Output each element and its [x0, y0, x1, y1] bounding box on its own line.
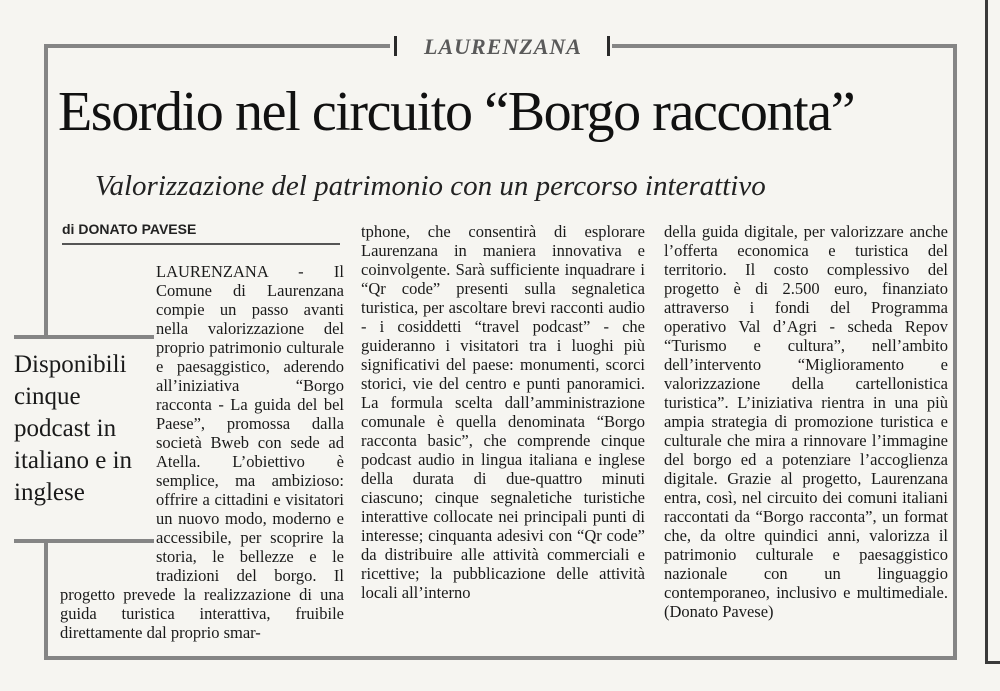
- pull-quote: Disponibili cinque podcast in italiano e in inglese: [14, 351, 133, 506]
- article-column-2: tphone, che consentirà di esplorare Laurenzana in maniera innovativa e coinvolgente. Sarà sufficiente inquadrare i “Qr code” presenti sulla segnaletica turistica, per ascoltare brevi racconti audio - i cosiddetti “travel podcast” - che guideranno i visitatori tra i luoghi più significativi del paese: monumenti, scorci storici, vie del centro e punti panoramici. La formula scelta dall’amministrazione comunale è quella denominata “Borgo racconta basic”, che comprende cinque podcast audio in lingua italiana e inglese della durata di due-quattro minuti ciascuno; cinque segnaletiche turistiche interattive collocate nei principali punti di interesse; cinquanta adesivi con “Qr code” da distribuire alle attività commerciali e ricettive; la pubblicazione delle attività locali all’interno: [361, 222, 645, 602]
- frame-rule-bottom: [44, 656, 957, 660]
- subheadline: Valorizzazione del patrimonio con un percorso interattivo: [95, 170, 766, 202]
- pull-quote-box: [14, 335, 154, 543]
- frame-rule-top-left: [44, 44, 390, 48]
- byline: di DONATO PAVESE: [62, 221, 340, 245]
- frame-rule-right: [953, 44, 957, 660]
- frame-rule-top-right: [612, 44, 957, 48]
- headline: Esordio nel circuito “Borgo racconta”: [58, 81, 855, 143]
- section-tag-bar-right: [607, 36, 610, 56]
- article-column-3: della guida digitale, per valorizzare anche l’offerta economica e turistica del territorio. Il costo complessivo del progetto è di 2.500 euro, finanziato attraverso i fondi del Programma operativo Val d’Agri - scheda Repov “Turismo e cultura”, nell’ambito dell’intervento “Miglioramento e valorizzazione della cartellonistica turistica”. L’iniziativa rientra in una più ampia strategia di promozione turistica e culturale che mira a rinnovare l’immagine del borgo ed a potenziare l’accoglienza digitale. Grazie al progetto, Laurenzana entra, così, nel circuito dei comuni italiani raccontati da “Borgo racconta”, un format che, da oltre quindici anni, valorizza il patrimonio culturale e paesaggistico nazionale con un linguaggio contemporaneo, inclusivo e multimediale. (Donato Pavese): [664, 222, 948, 621]
- section-tag-bar-left: [394, 36, 397, 56]
- section-tag: LAURENZANA: [424, 34, 582, 59]
- adjacent-article-rule-bottom: [985, 661, 1000, 664]
- article-column-1-text: LAURENZANA - Il Comune di Laurenzana compie un passo avanti nella valorizzazione del proprio patrimonio culturale e paesaggistico, aderendo all’iniziativa “Borgo racconta - La guida del bel Paese”, promossa dalla società Bweb con sede ad Atella. L’obiettivo è semplice, ma ambizioso: offrire a cittadini e visitatori un nuovo modo, moderno e accessibile, per scoprire la storia, le bellezze e le tradizioni del borgo. Il progetto prevede la realizzazione di una guida turistica interattiva, fruibile direttamente dal proprio smar-: [60, 262, 344, 642]
- adjacent-article-rule: [985, 0, 988, 664]
